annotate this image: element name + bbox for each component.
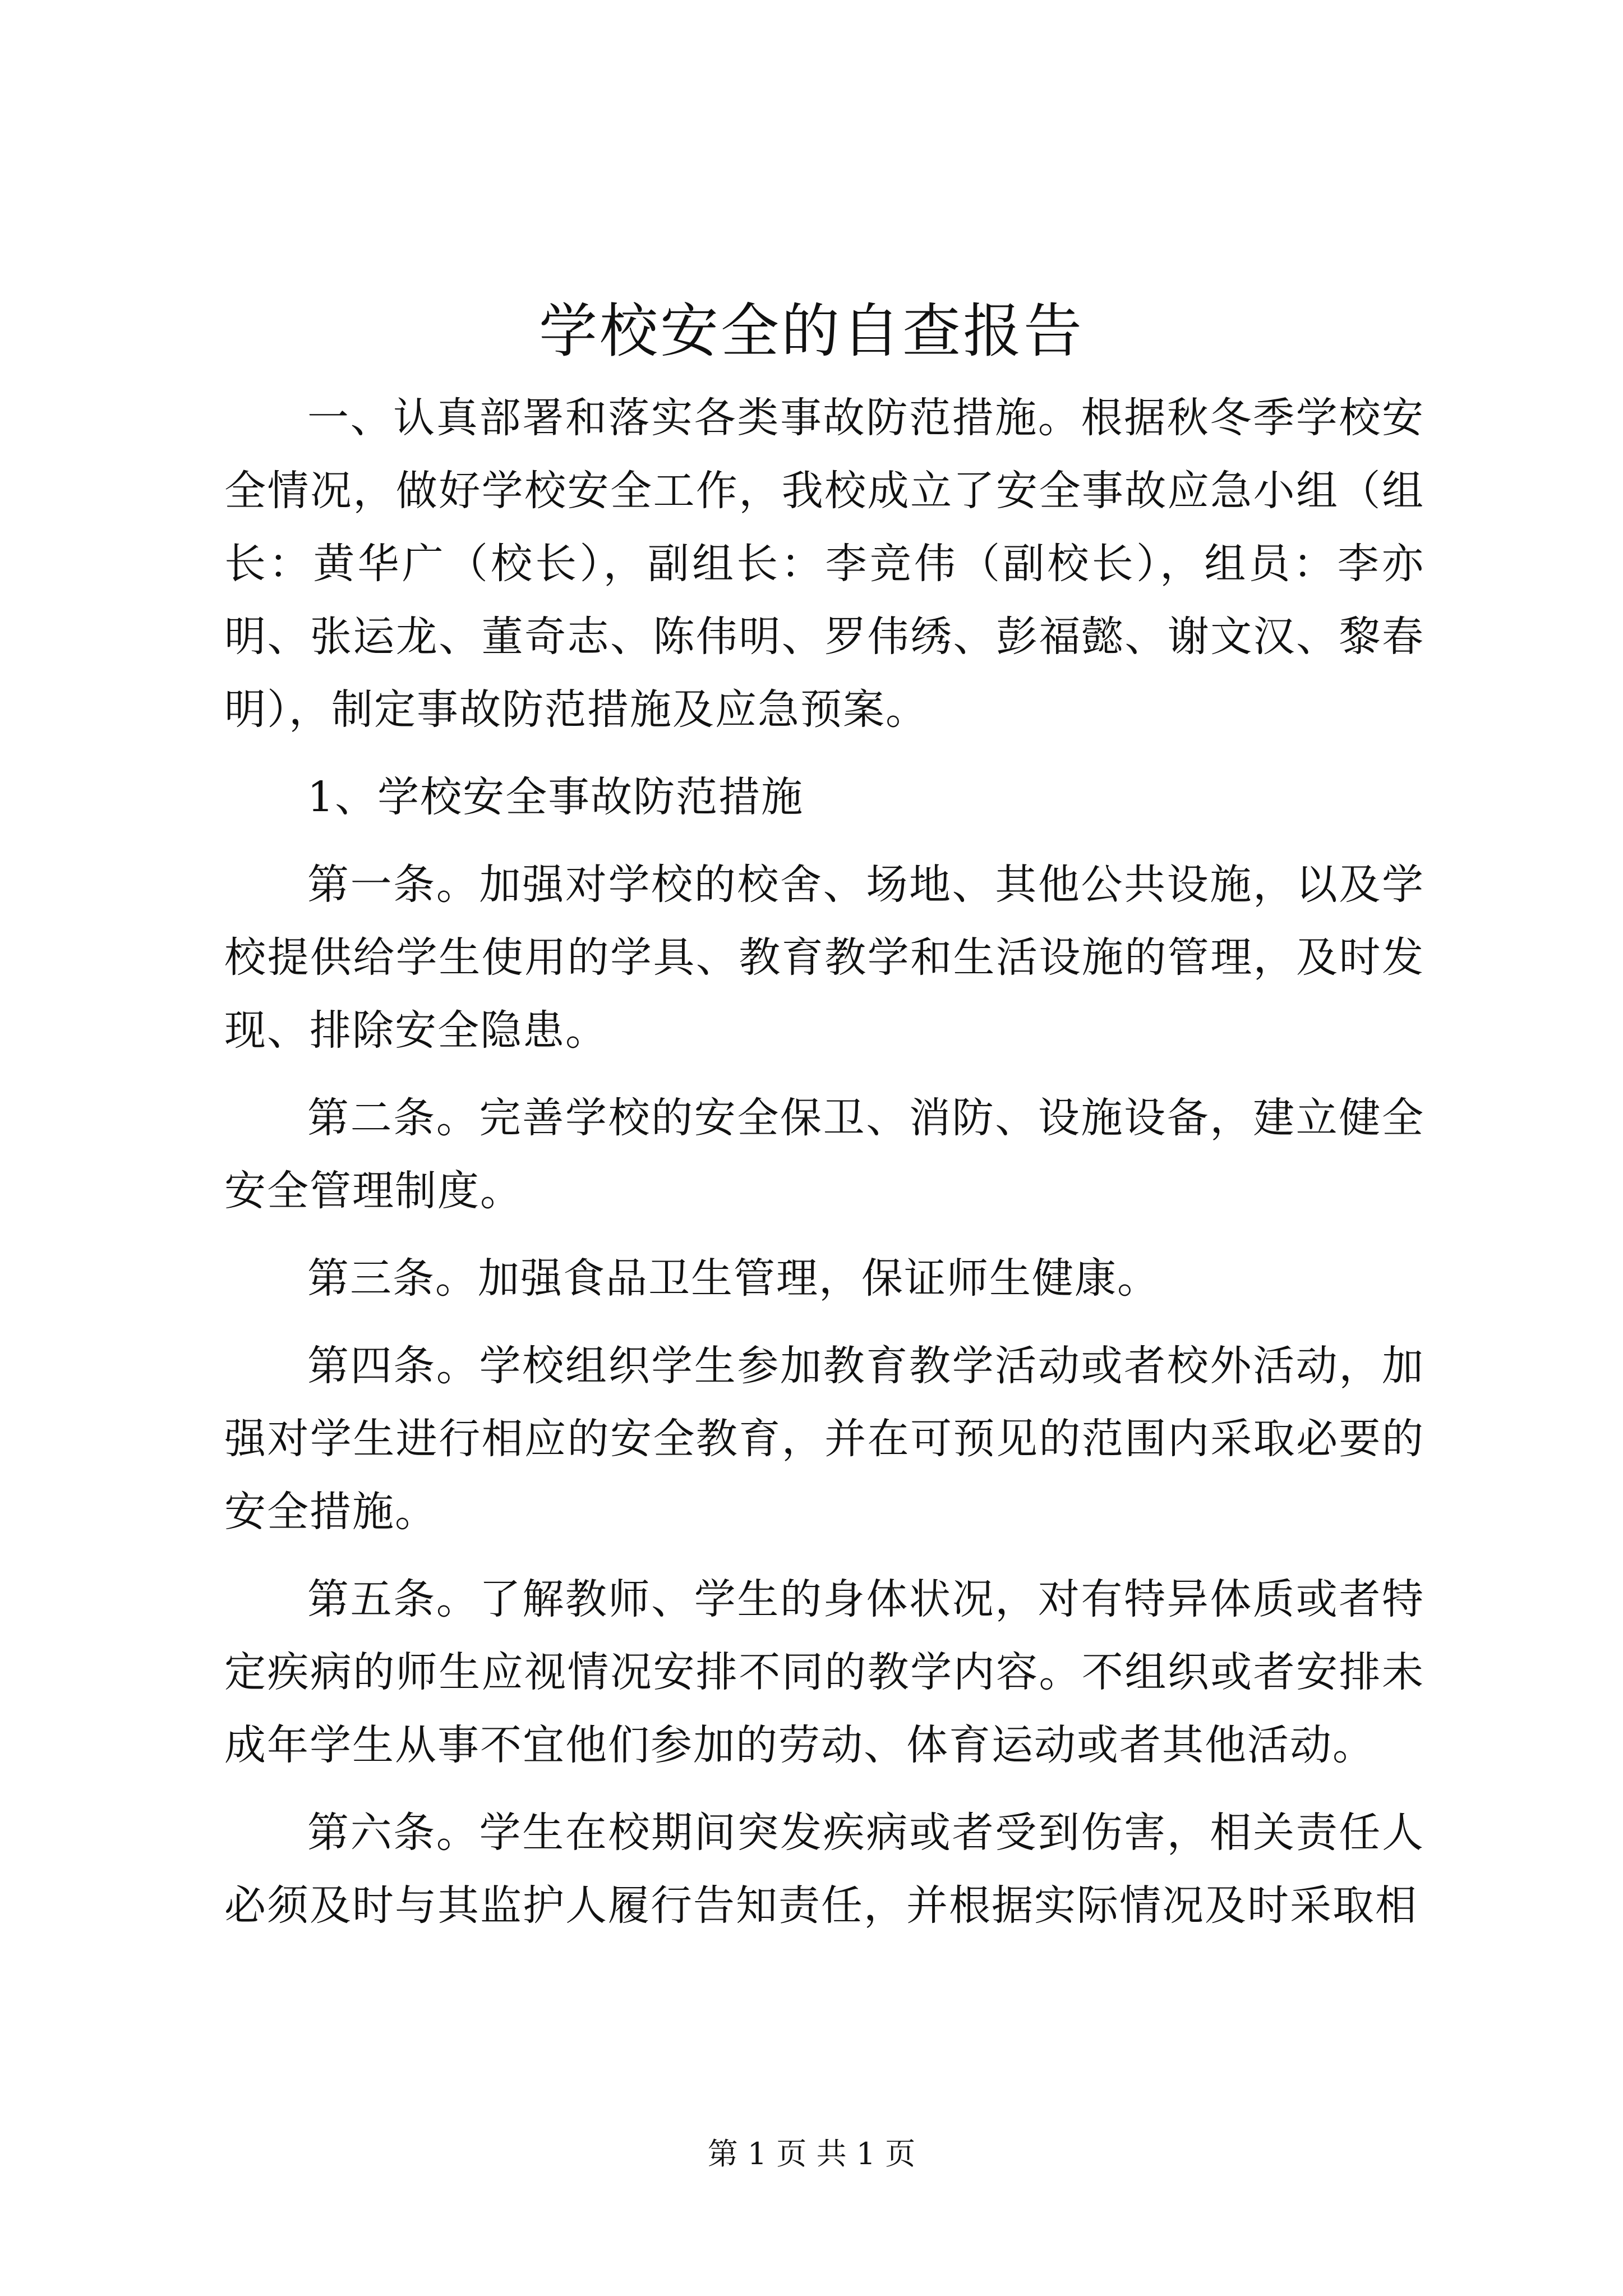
page-number-footer: 第 1 页 共 1 页	[707, 2136, 916, 2171]
paragraph-article-2: 第二条。完善学校的安全保卫、消防、设施设备，建立健全安全管理制度。	[224, 1094, 1424, 1215]
paragraph-section-one: 一、认真部署和落实各类事故防范措施。根据秋冬季学校安全情况，做好学校安全工作，我校成立了安全事故应急小组（组长：黄华广（校长），副组长：李竞伟（副校长），组员：李亦明、张运龙、董奇志、陈伟明、罗伟绣、彭福懿、谢文汉、黎春明），制定事故防范措施及应急预案。	[224, 394, 1424, 734]
paragraph-article-5: 第五条。了解教师、学生的身体状况，对有特异体质或者特定疾病的师生应视情况安排不同的教学内容。不组织或者安排未成年学生从事不宜他们参加的劳动、体育运动或者其他活动。	[224, 1575, 1424, 1769]
document-title: 学校安全的自查报告	[538, 297, 1084, 365]
paragraph-article-6: 第六条。学生在校期间突发疾病或者受到伤害，相关责任人必须及时与其监护人履行告知责任，并根据实际情况及时采取相	[224, 1809, 1424, 1930]
paragraph-article-1: 第一条。加强对学校的校舍、场地、其他公共设施，以及学校提供给学生使用的学具、教育教学和生活设施的管理，及时发现、排除安全隐患。	[224, 861, 1424, 1055]
paragraph-article-3: 第三条。加强食品卫生管理，保证师生健康。	[307, 1254, 1160, 1303]
paragraph-subheading-measures: 1、学校安全事故防范措施	[307, 773, 804, 821]
document-body	[224, 381, 1424, 1957]
paragraph-article-4: 第四条。学校组织学生参加教育教学活动或者校外活动，加强对学生进行相应的安全教育，并在可预见的范围内采取必要的安全措施。	[224, 1342, 1424, 1536]
